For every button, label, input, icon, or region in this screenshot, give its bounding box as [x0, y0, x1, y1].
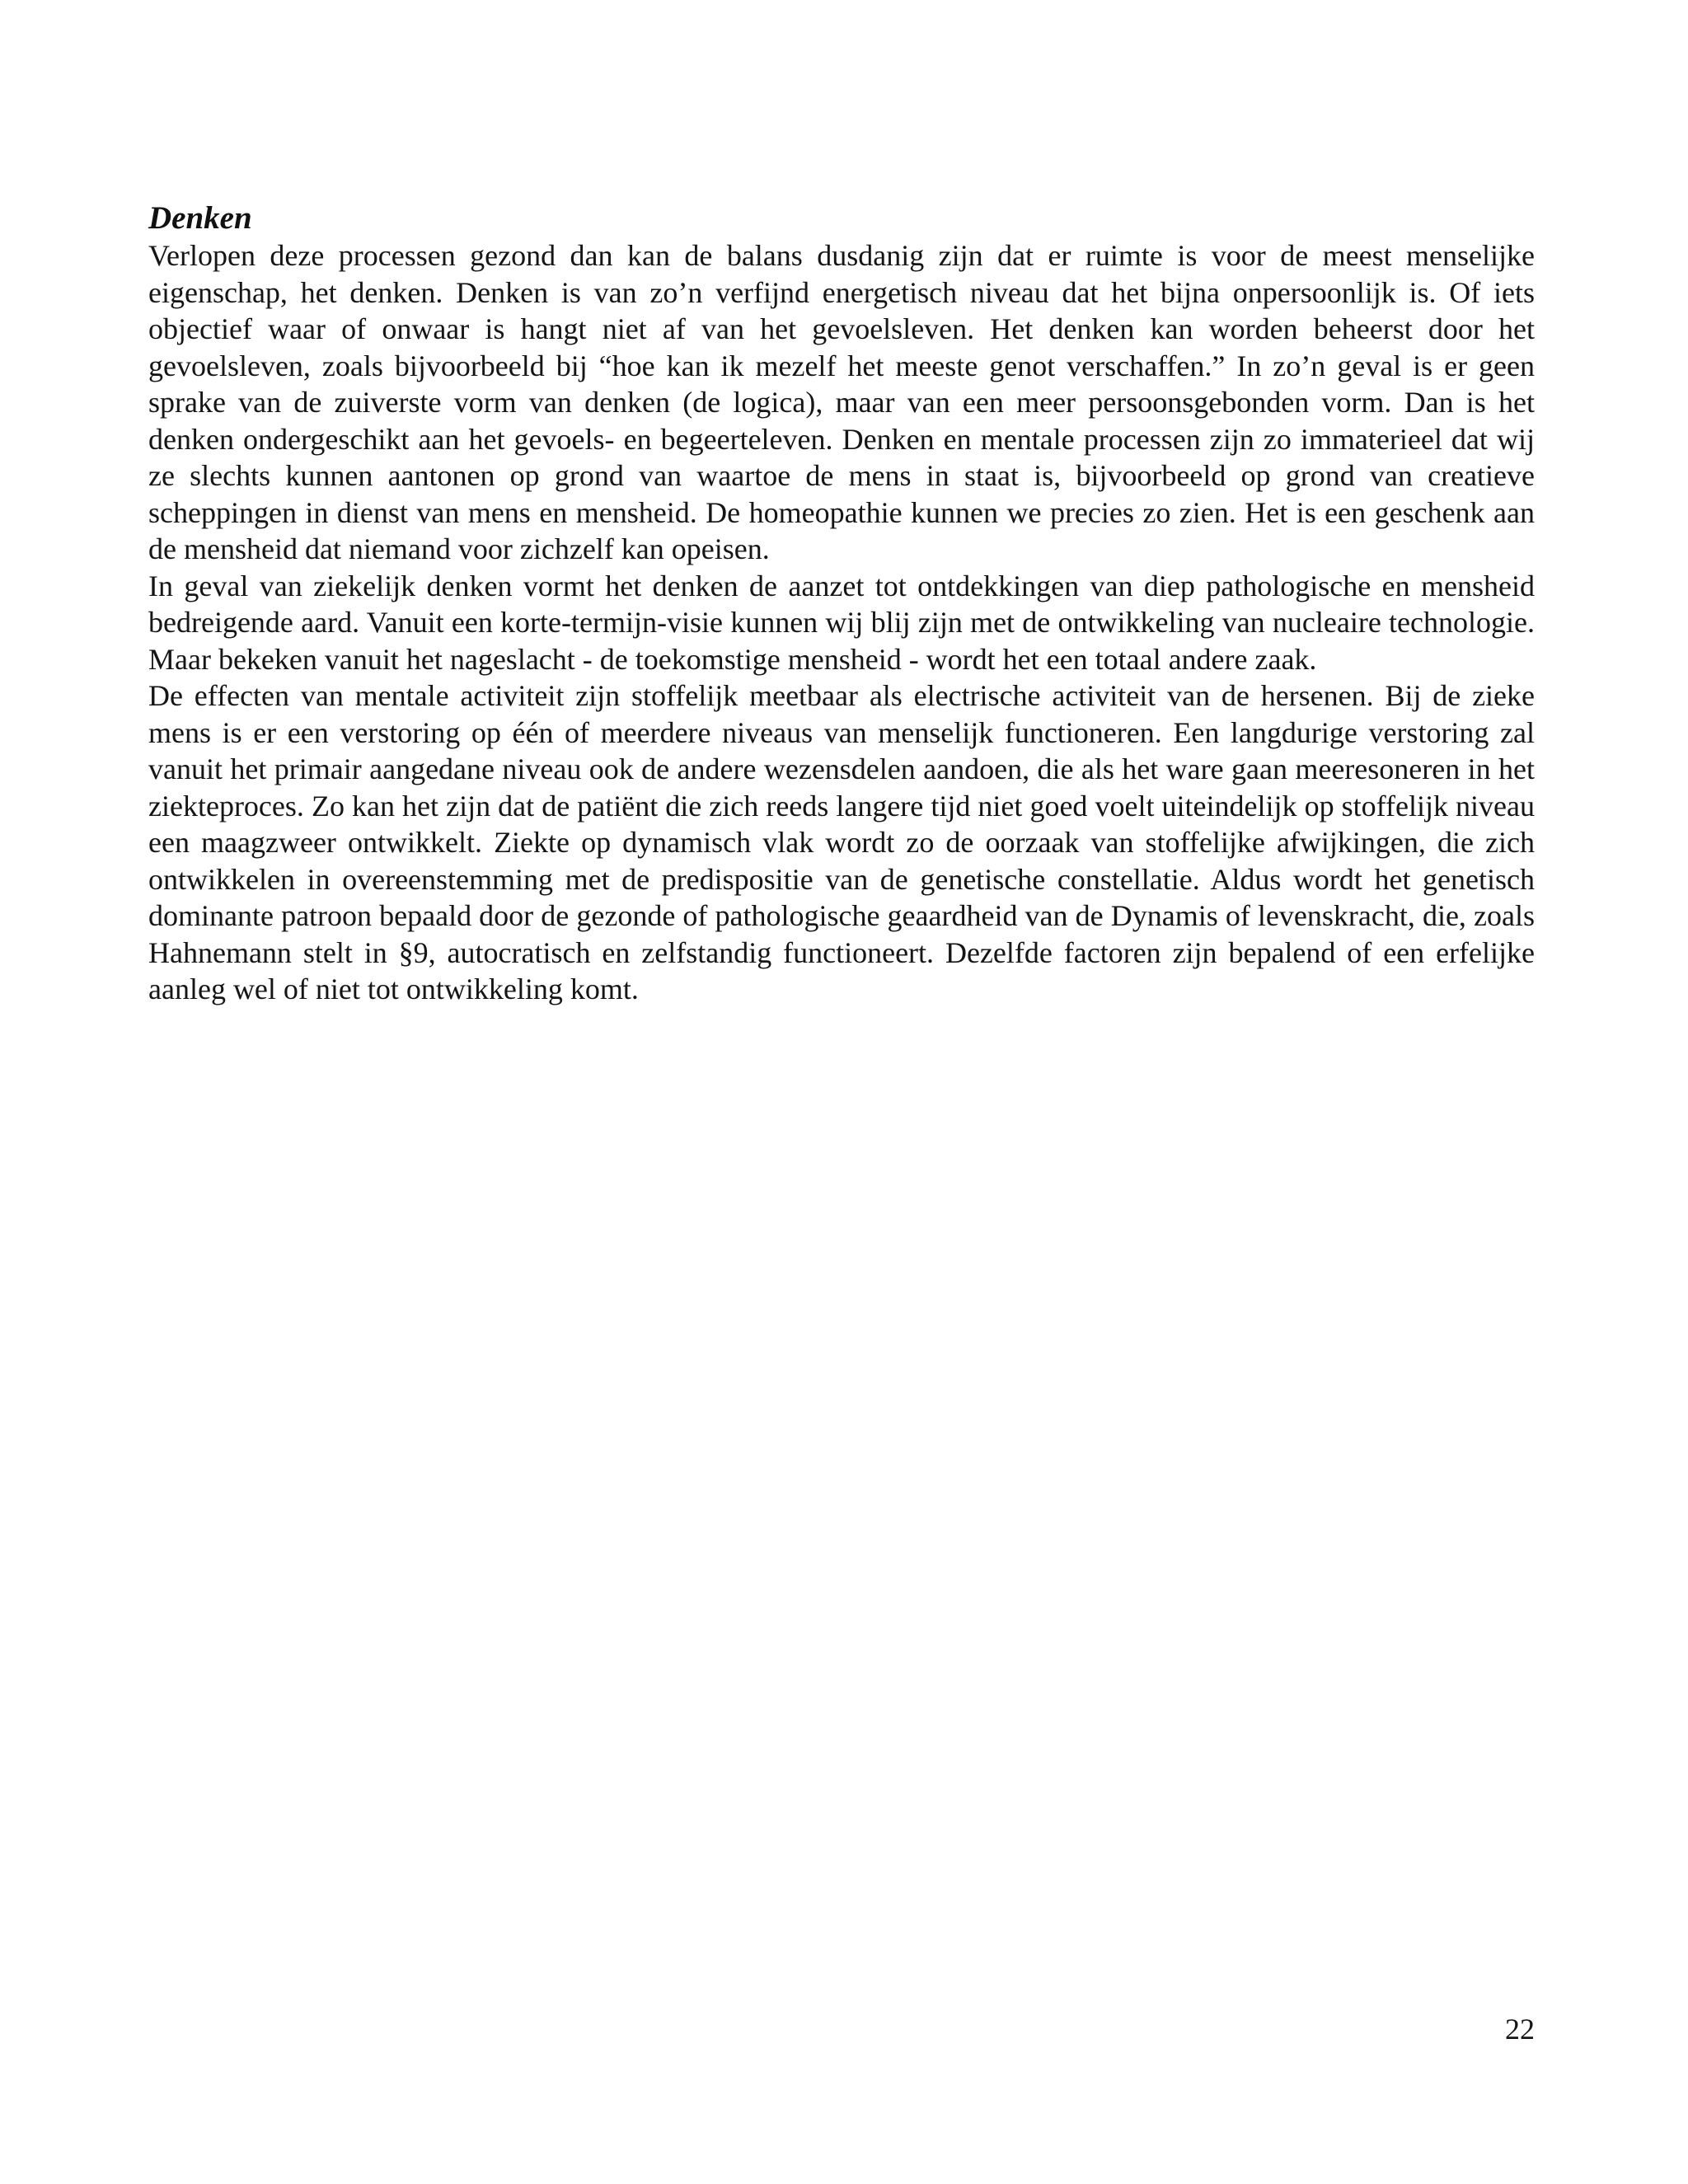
paragraph-1: Verlopen deze processen gezond dan kan de balans dusdanig zijn dat er ruimte is voor de meest menselijke eigenschap, het denken. Denken is van zo’n verfijnd energetisch niveau dat het bijna onpersoonlijk is. Of iets objectief waar of onwaar is hangt niet af van het gevoelsleven. Het denken kan worden beheerst door het gevoelsleven, zoals bijvoorbeeld bij “hoe kan ik mezelf het meeste genot verschaffen.” In zo’n geval is er geen sprake van de zuiverste vorm van denken (de logica), maar van een meer persoonsgebonden vorm. Dan is het denken ondergeschikt aan het gevoels- en begeerteleven. Denken en mentale processen zijn zo immaterieel dat wij ze slechts kunnen aantonen op grond van waartoe de mens in staat is, bijvoorbeeld op grond van creatieve scheppingen in dienst van mens en mensheid. De homeopathie kunnen we precies zo zien. Het is een geschenk aan de mensheid dat niemand voor zichzelf kan opeisen. — [148, 239, 1535, 565]
page-number: 22 — [1505, 2013, 1535, 2046]
page-content — [148, 199, 1535, 1008]
paragraph-2: In geval van ziekelijk denken vormt het denken de aanzet tot ontdekkingen van diep pathologische en mensheid bedreigende aard. Vanuit een korte-termijn-visie kunnen wij blij zijn met de ontwikkeling van nucleaire technologie. Maar bekeken vanuit het nageslacht - de toekomstige mensheid - wordt het een totaal andere zaak. — [148, 569, 1535, 676]
section-heading: Denken — [148, 200, 252, 236]
paragraph-3: De effecten van mentale activiteit zijn stoffelijk meetbaar als electrische activiteit van de hersenen. Bij de zieke mens is er een verstoring op één of meerdere niveaus van menselijk functioneren. Een langdurige verstoring zal vanuit het primair aangedane niveau ook de andere wezensdelen aandoen, die als het ware gaan meeresoneren in het ziekteproces. Zo kan het zijn dat de patiënt die zich reeds langere tijd niet goed voelt uiteindelijk op stoffelijk niveau een maagzweer ontwikkelt. Ziekte op dynamisch vlak wordt zo de oorzaak van stoffelijke afwijkingen, die zich ontwikkelen in overeenstemming met de predispositie van de genetische constellatie. Aldus wordt het genetisch dominante patroon bepaald door de gezonde of pathologische geaardheid van de Dynamis of levenskracht, die, zoals Hahnemann stelt in §9, autocratisch en zelfstandig functioneert. Dezelfde factoren zijn bepalend of een erfelijke aanleg wel of niet tot ontwikkeling komt. — [148, 679, 1535, 1005]
